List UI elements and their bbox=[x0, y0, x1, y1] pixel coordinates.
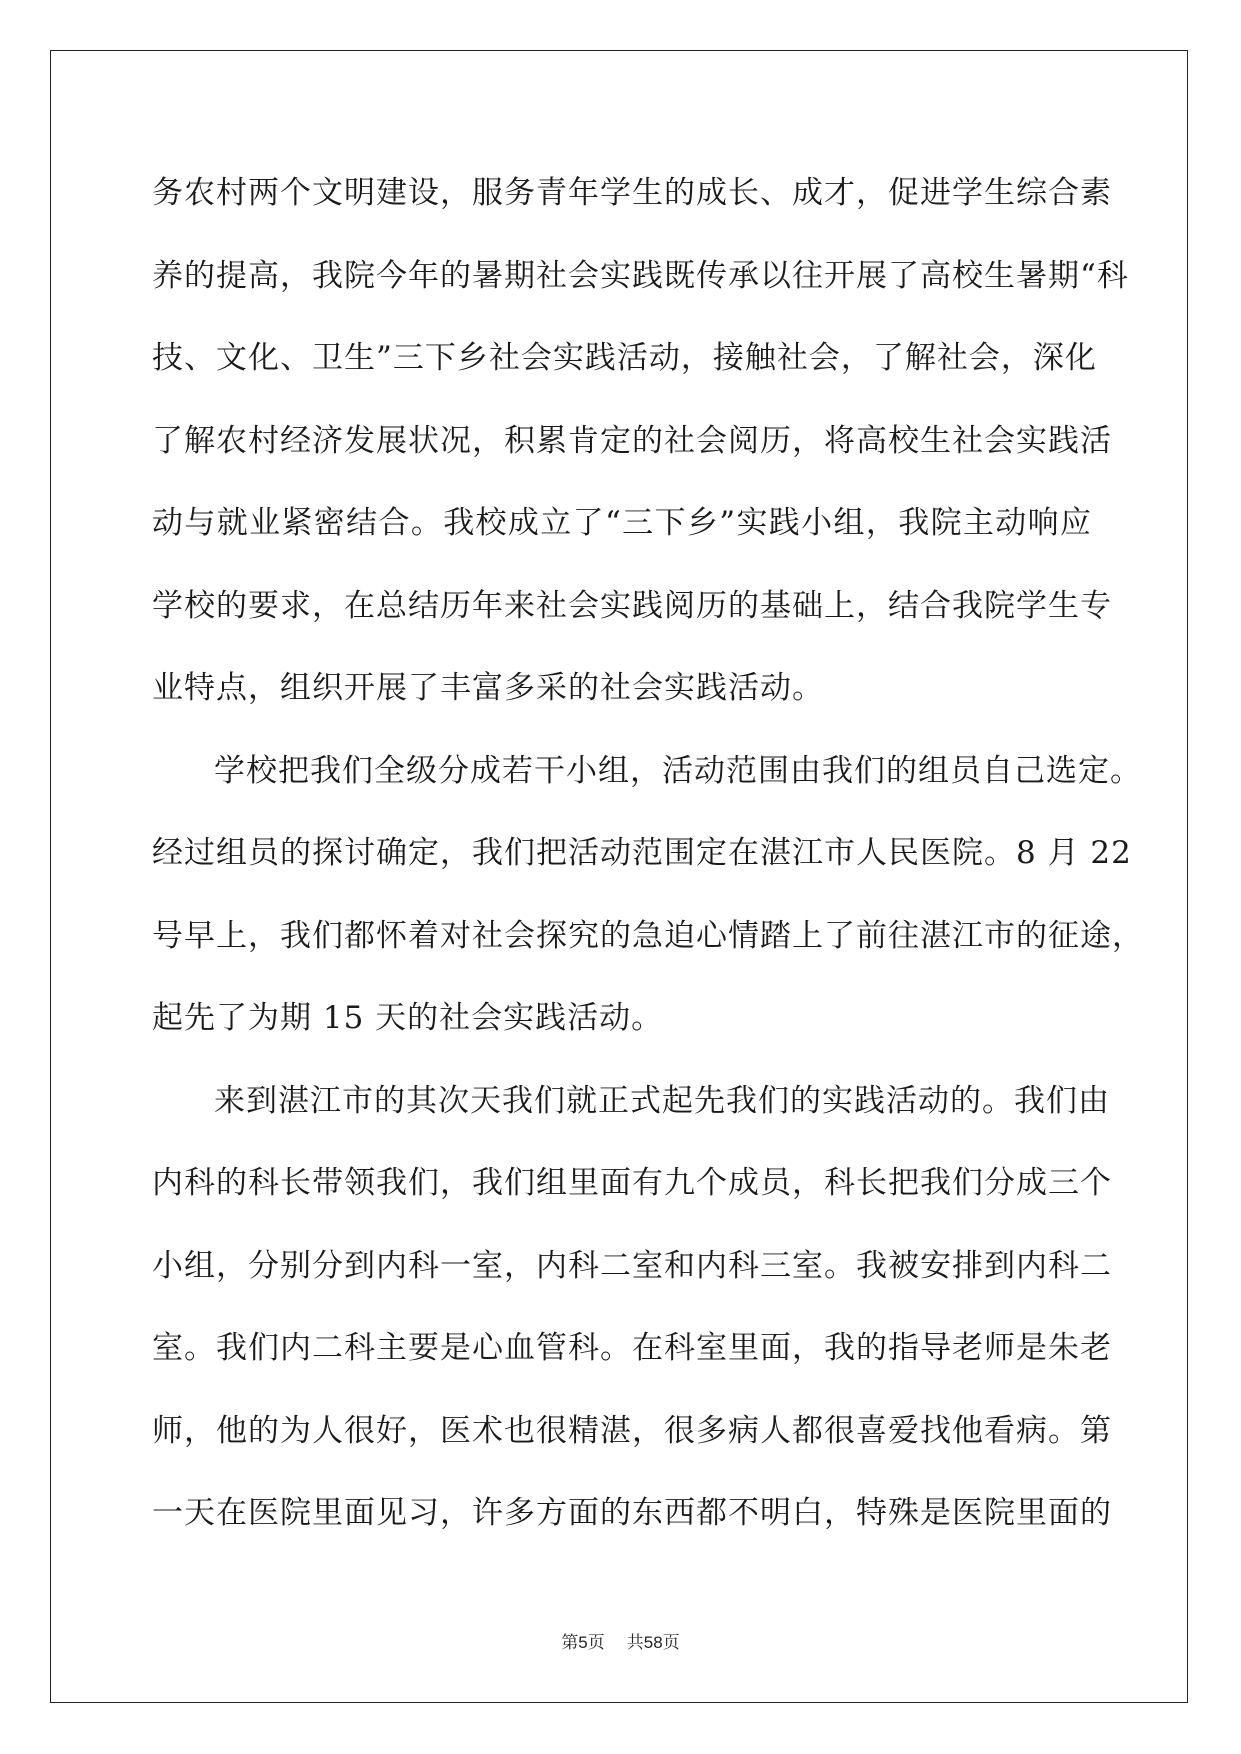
text-line: 务农村两个文明建设，服务青年学生的成长、成才，促进学生综合素 bbox=[152, 175, 1112, 211]
text-line: 经过组员的探讨确定，我们把活动范围定在湛江市人民医院。8 月 22 bbox=[152, 835, 1132, 871]
text-line: 技、文化、卫生”三下乡社会实践活动，接触社会，了解社会，深化 bbox=[152, 340, 1097, 376]
page-suffix: 页 bbox=[587, 1633, 605, 1653]
total-prefix: 共 bbox=[626, 1633, 644, 1653]
text-line: 师，他的为人很好，医术也很精湛，很多病人都很喜爱找他看病。第 bbox=[152, 1412, 1112, 1449]
text-line: 业特点，组织开展了丰富多采的社会实践活动。 bbox=[152, 670, 824, 706]
text-line: 内科的科长带领我们，我们组里面有九个成员，科长把我们分成三个 bbox=[152, 1165, 1112, 1201]
document-body bbox=[152, 152, 1144, 1555]
text-line: 小组，分别分到内科一室，内科二室和内科三室。我被安排到内科二 bbox=[152, 1247, 1112, 1284]
total-suffix: 页 bbox=[662, 1633, 680, 1653]
text-line: 学校的要求，在总结历年来社会实践阅历的基础上，结合我院学生专 bbox=[152, 587, 1112, 624]
paragraph-start-line: 来到湛江市的其次天我们就正式起先我们的实践活动的。我们由 bbox=[214, 1082, 1110, 1119]
text-line: 号早上，我们都怀着对社会探究的急迫心情踏上了前往湛江市的征途， bbox=[152, 917, 1144, 954]
text-line: 起先了为期 15 天的社会实践活动。 bbox=[152, 1000, 664, 1036]
paragraph-start-line: 学校把我们全级分成若干小组，活动范围由我们的组员自己选定。 bbox=[214, 752, 1142, 789]
text-line: 养的提高，我院今年的暑期社会实践既传承以往开展了高校生暑期“科 bbox=[152, 257, 1129, 294]
text-line: 了解农村经济发展状况，积累肯定的社会阅历，将高校生社会实践活 bbox=[152, 422, 1112, 459]
page-footer bbox=[0, 1628, 1241, 1653]
total-pages: 58 bbox=[643, 1633, 663, 1652]
text-line: 一天在医院里面见习，许多方面的东西都不明白，特殊是医院里面的 bbox=[152, 1495, 1112, 1531]
page-number: 5 bbox=[578, 1633, 588, 1652]
page-prefix: 第 bbox=[561, 1633, 579, 1653]
text-line: 室。我们内二科主要是心血管科。在科室里面，我的指导老师是朱老 bbox=[152, 1330, 1112, 1366]
text-line: 动与就业紧密结合。我校成立了“三下乡”实践小组，我院主动响应 bbox=[152, 505, 1092, 541]
